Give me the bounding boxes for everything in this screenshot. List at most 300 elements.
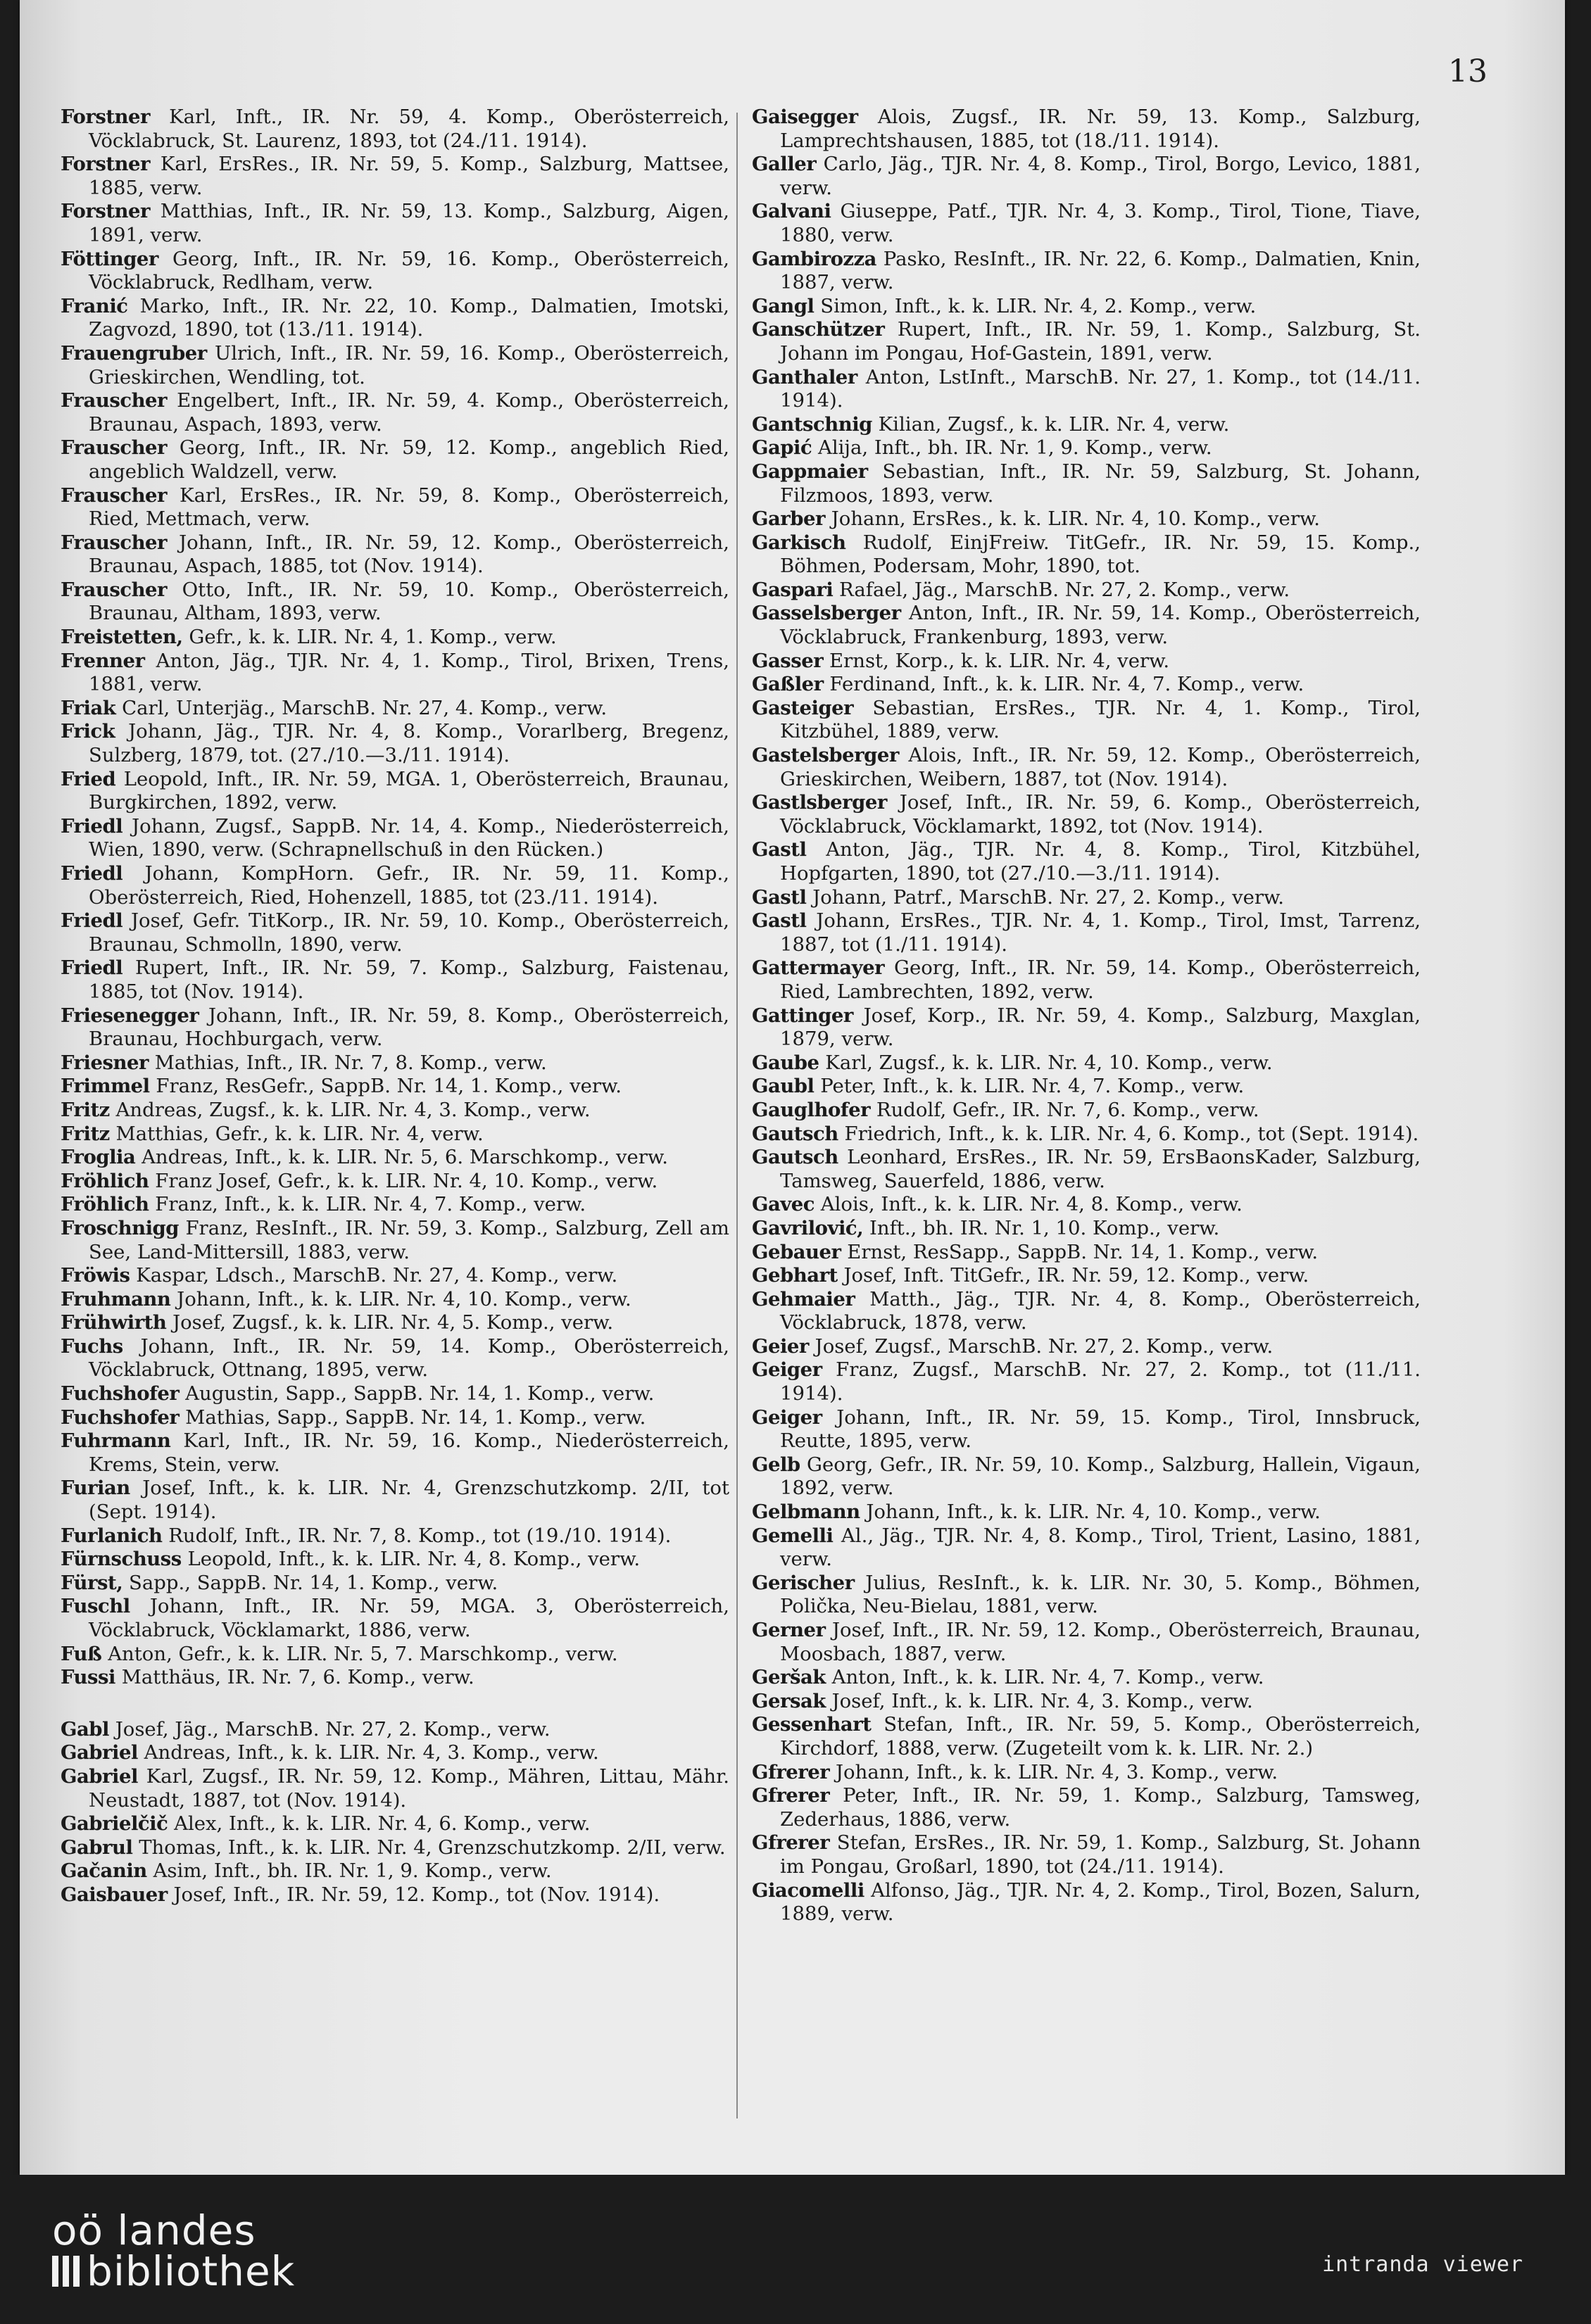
entry-details: Ferdinand, Inft., k. k. LIR. Nr. 4, 7. Komp., verw.: [829, 673, 1304, 696]
casualty-entry: [752, 1879, 1421, 1926]
entry-surname: Gasser: [752, 649, 824, 672]
casualty-entry: [61, 1099, 729, 1123]
casualty-entry: [61, 1718, 729, 1742]
entry-surname: Frauscher: [61, 436, 168, 460]
entry-surname: Frauscher: [61, 578, 168, 601]
entry-details: Matthias, Inft., IR. Nr. 59, 13. Komp., Salzburg, Aigen, 1891, verw.: [89, 200, 729, 246]
entry-details: Leopold, Inft., IR. Nr. 59, MGA. 1, Oberösterreich, Braunau, Burgkirchen, 1892, verw.: [89, 767, 729, 814]
entry-details: Alfonso, Jäg., TJR. Nr. 4, 2. Komp., Tirol, Bozen, Salurn, 1889, verw.: [780, 1878, 1421, 1926]
entry-details: Anton, Jäg., TJR. Nr. 4, 1. Komp., Tirol, Brixen, Trens, 1881, verw.: [89, 649, 729, 696]
entry-surname: Gambirozza: [752, 247, 876, 270]
casualty-entry: [752, 1264, 1421, 1288]
casualty-entry: [752, 602, 1421, 649]
entry-details: Johann, Inft., IR. Nr. 59, 12. Komp., Oberösterreich, Braunau, Aspach, 1885, tot (Nov. 1914).: [89, 531, 729, 578]
entry-surname: Galler: [752, 153, 817, 176]
entry-details: Alois, Zugsf., IR. Nr. 59, 13. Komp., Salzburg, Lamprechtshausen, 1885, tot (18./11. 1914).: [780, 106, 1421, 152]
casualty-entry: [61, 1548, 729, 1572]
entry-surname: Frimmel: [61, 1075, 150, 1098]
entry-surname: Gaspari: [752, 578, 834, 601]
entry-surname: Franić: [61, 294, 128, 317]
entry-details: Franz, Zugsf., MarschB. Nr. 27, 2. Komp., tot (11./11. 1914).: [780, 1358, 1421, 1406]
entry-surname: Fröwis: [61, 1264, 130, 1287]
entry-details: Karl, Zugsf., k. k. LIR. Nr. 4, 10. Komp., verw.: [825, 1051, 1273, 1074]
casualty-entry: [61, 531, 729, 579]
entry-surname: Gaubl: [752, 1075, 815, 1098]
casualty-entry: [61, 1170, 729, 1194]
casualty-entry: [752, 1619, 1421, 1666]
entry-details: Johann, ErsRes., k. k. LIR. Nr. 4, 10. Komp., verw.: [831, 507, 1320, 531]
entry-details: Johann, Inft., IR. Nr. 59, 15. Komp., Tirol, Innsbruck, Reutte, 1895, verw.: [780, 1406, 1421, 1453]
logo-line-1: oö landes: [52, 2206, 256, 2254]
entry-details: Johann, Inft., k. k. LIR. Nr. 4, 10. Komp., verw.: [866, 1501, 1321, 1524]
casualty-entry: [752, 1288, 1421, 1335]
casualty-entry: [752, 1335, 1421, 1359]
entry-details: Carlo, Jäg., TJR. Nr. 4, 8. Komp., Tirol, Borgo, Levico, 1881, verw.: [780, 153, 1421, 199]
entry-details: Josef, Inft., k. k. LIR. Nr. 4, Grenzschutzkomp. 2/II, tot (Sept. 1914).: [89, 1477, 729, 1524]
entry-surname: Gabrul: [61, 1836, 133, 1859]
entry-surname: Gfrerer: [752, 1831, 830, 1855]
casualty-entry: [61, 1335, 729, 1382]
casualty-entry: [752, 366, 1421, 413]
entry-surname: Gangl: [752, 294, 815, 317]
entry-surname: Friedl: [61, 909, 123, 933]
entry-details: Josef, Inft. TitGefr., IR. Nr. 59, 12. Komp., verw.: [843, 1264, 1309, 1287]
entry-surname: Gerner: [752, 1619, 826, 1641]
entry-surname: Gelb: [752, 1453, 800, 1476]
right-column: [752, 106, 1421, 1926]
entry-details: Andreas, Zugsf., k. k. LIR. Nr. 4, 3. Komp., verw.: [115, 1098, 591, 1121]
entry-surname: Furlanich: [61, 1524, 163, 1547]
entry-surname: Frauscher: [61, 531, 168, 554]
entry-surname: Frauscher: [61, 484, 168, 507]
casualty-entry: [61, 909, 729, 956]
entry-surname: Gfrerer: [752, 1784, 830, 1807]
entry-surname: Frauscher: [61, 389, 168, 412]
left-column: [61, 106, 729, 1907]
entry-details: Alija, Inft., bh. IR. Nr. 1, 9. Komp., verw.: [817, 436, 1212, 460]
casualty-entry: [752, 1713, 1421, 1760]
entry-details: Anton, LstInft., MarschB. Nr. 27, 1. Komp., tot (14./11. 1914).: [780, 365, 1421, 412]
entry-details: Marko, Inft., IR. Nr. 22, 10. Komp., Dalmatien, Imotski, Zagvozd, 1890, tot (13./11. 1914).: [89, 294, 729, 341]
casualty-entry: [752, 106, 1421, 153]
entry-details: Johann, Inft., k. k. LIR. Nr. 4, 3. Komp., verw.: [836, 1760, 1278, 1783]
casualty-entry: [61, 1311, 729, 1335]
entry-details: Inft., bh. IR. Nr. 1, 10. Komp., verw.: [869, 1216, 1220, 1239]
entry-details: Rupert, Inft., IR. Nr. 59, 7. Komp., Salzburg, Faistenau, 1885, tot (Nov. 1914).: [89, 956, 729, 1003]
entry-surname: Gabl: [61, 1717, 109, 1741]
casualty-entry: [752, 1193, 1421, 1217]
entry-surname: Forstner: [61, 200, 151, 223]
casualty-entry: [752, 1217, 1421, 1241]
entry-surname: Fritz: [61, 1098, 110, 1121]
entry-details: Leonhard, ErsRes., IR. Nr. 59, ErsBaonsKader, Salzburg, Tamsweg, Sauerfeld, 1886, verw.: [780, 1146, 1421, 1192]
casualty-entry: [61, 1146, 729, 1170]
entry-surname: Gastelsberger: [752, 744, 899, 767]
casualty-entry: [61, 1264, 729, 1288]
entry-details: Anton, Inft., IR. Nr. 59, 14. Komp., Oberösterreich, Vöcklabruck, Frankenburg, 1893, verw.: [780, 602, 1421, 649]
entry-surname: Giacomelli: [752, 1878, 864, 1902]
casualty-entry: [752, 1666, 1421, 1690]
entry-details: Josef, Korp., IR. Nr. 59, 4. Komp., Salzburg, Maxglan, 1879, verw.: [780, 1004, 1421, 1051]
entry-details: Franz Josef, Gefr., k. k. LIR. Nr. 4, 10. Komp., verw.: [155, 1169, 658, 1192]
entry-surname: Gasselsberger: [752, 602, 901, 625]
casualty-entry: [752, 1075, 1421, 1099]
entry-surname: Gautsch: [752, 1122, 838, 1145]
casualty-entry: [61, 1812, 729, 1836]
casualty-entry: [752, 200, 1421, 247]
entry-surname: Fried: [61, 767, 116, 790]
entry-details: Johann, KompHorn. Gefr., IR. Nr. 59, 11. Komp., Oberösterreich, Ried, Hohenzell, 1885, tot (23./11. 1914).: [89, 862, 729, 909]
casualty-entry: [61, 389, 729, 436]
entry-surname: Gapić: [752, 436, 812, 460]
entry-surname: Gačanin: [61, 1859, 147, 1883]
entry-details: Rudolf, Inft., IR. Nr. 7, 8. Komp., tot (19./10. 1914).: [168, 1524, 672, 1547]
casualty-entry: [61, 295, 729, 342]
entry-details: Rafael, Jäg., MarschB. Nr. 27, 2. Komp., verw.: [839, 578, 1290, 601]
entry-surname: Garkisch: [752, 531, 846, 554]
casualty-entry: [752, 507, 1421, 531]
entry-details: Johann, Patrf., MarschB. Nr. 27, 2. Komp., verw.: [812, 885, 1285, 909]
casualty-entry: [61, 1883, 729, 1907]
entry-details: Anton, Gefr., k. k. LIR. Nr. 5, 7. Marschkomp., verw.: [108, 1642, 618, 1665]
casualty-entry: [61, 579, 729, 626]
entry-details: Peter, Inft., k. k. LIR. Nr. 4, 7. Komp., verw.: [820, 1075, 1245, 1098]
casualty-entry: [752, 1004, 1421, 1052]
casualty-entry: [61, 720, 729, 767]
entry-surname: Geiger: [752, 1358, 822, 1382]
entry-details: Georg, Inft., IR. Nr. 59, 14. Komp., Oberösterreich, Ried, Lambrechten, 1892, verw.: [780, 956, 1421, 1003]
entry-details: Al., Jäg., TJR. Nr. 4, 8. Komp., Tirol, Trient, Lasino, 1881, verw.: [780, 1524, 1421, 1571]
casualty-entry: [752, 1761, 1421, 1785]
entry-details: Josef, Gefr. TitKorp., IR. Nr. 59, 10. Komp., Oberösterreich, Braunau, Schmolln, 1890, verw.: [89, 909, 729, 956]
entry-surname: Gabriel: [61, 1764, 138, 1788]
entry-surname: Gerischer: [752, 1571, 855, 1594]
entry-details: Augustin, Sapp., SappB. Nr. 14, 1. Komp., verw.: [185, 1382, 655, 1406]
entry-surname: Gessenhart: [752, 1713, 872, 1736]
casualty-entry: [752, 838, 1421, 885]
entry-surname: Gautsch: [752, 1146, 838, 1169]
casualty-entry: [752, 650, 1421, 674]
entry-details: Gefr., k. k. LIR. Nr. 4, 1. Komp., verw.: [189, 626, 557, 649]
entry-details: Mathias, Inft., IR. Nr. 7, 8. Komp., verw.: [154, 1051, 547, 1074]
entry-surname: Gattermayer: [752, 956, 885, 980]
entry-details: Josef, Inft., k. k. LIR. Nr. 4, 3. Komp., verw.: [831, 1689, 1253, 1712]
entry-surname: Gaßler: [752, 673, 824, 696]
entry-details: Andreas, Inft., k. k. LIR. Nr. 5, 6. Marschkomp., verw.: [142, 1146, 668, 1169]
casualty-entry: [752, 1241, 1421, 1265]
casualty-entry: [61, 1123, 729, 1147]
casualty-entry: [61, 1595, 729, 1642]
casualty-entry: [61, 1477, 729, 1524]
casualty-entry: [752, 153, 1421, 200]
entry-details: Andreas, Inft., k. k. LIR. Nr. 4, 3. Komp., verw.: [144, 1741, 599, 1764]
entry-surname: Gemelli: [752, 1524, 834, 1547]
entry-surname: Gaisegger: [752, 106, 858, 128]
entry-details: Karl, ErsRes., IR. Nr. 59, 8. Komp., Oberösterreich, Ried, Mettmach, verw.: [89, 484, 729, 531]
entry-surname: Ganthaler: [752, 365, 857, 389]
entry-surname: Fuhrmann: [61, 1429, 171, 1453]
entry-surname: Freistetten,: [61, 626, 183, 649]
casualty-entry: [61, 956, 729, 1004]
entry-details: Anton, Jäg., TJR. Nr. 4, 8. Komp., Tirol, Kitzbühel, Hopfgarten, 1890, tot (27./10.—3./11. 1914).: [780, 838, 1421, 885]
casualty-entry: [752, 1572, 1421, 1619]
entry-details: Ulrich, Inft., IR. Nr. 59, 16. Komp., Oberösterreich, Grieskirchen, Wendling, tot.: [89, 341, 729, 389]
entry-surname: Frauengruber: [61, 341, 207, 365]
casualty-entry: [61, 862, 729, 909]
entry-surname: Frenner: [61, 649, 145, 672]
casualty-entry: [752, 744, 1421, 791]
entry-details: Matthias, Gefr., k. k. LIR. Nr. 4, verw.: [115, 1122, 484, 1145]
entry-surname: Gastl: [752, 885, 807, 909]
casualty-entry: [61, 626, 729, 650]
casualty-entry: [61, 1524, 729, 1548]
entry-surname: Froschnigg: [61, 1216, 179, 1239]
logo-line-2: bibliothek: [87, 2247, 296, 2295]
entry-surname: Gastlsberger: [752, 791, 887, 814]
casualty-entry: [61, 484, 729, 531]
entry-surname: Friesenegger: [61, 1004, 199, 1027]
casualty-entry: [61, 1382, 729, 1406]
entry-surname: Gabriel: [61, 1741, 138, 1764]
entry-surname: Fuschl: [61, 1595, 130, 1618]
entry-surname: Galvani: [752, 200, 831, 223]
entry-details: Josef, Zugsf., k. k. LIR. Nr. 4, 5. Komp., verw.: [172, 1311, 614, 1334]
casualty-entry: [61, 200, 729, 247]
casualty-entry: [61, 1075, 729, 1099]
entry-surname: Frick: [61, 720, 115, 743]
entry-surname: Frühwirth: [61, 1311, 167, 1334]
entry-surname: Gaisbauer: [61, 1883, 168, 1906]
casualty-entry: [61, 650, 729, 697]
entry-details: Johann, Jäg., TJR. Nr. 4, 8. Komp., Vorarlberg, Bregenz, Sulzberg, 1879, tot. (27./10.—3./11. 1914).: [89, 720, 729, 767]
entry-details: Leopold, Inft., k. k. LIR. Nr. 4, 8. Komp., verw.: [187, 1548, 641, 1571]
entry-surname: Fröhlich: [61, 1169, 149, 1192]
casualty-entry: [752, 1146, 1421, 1193]
entry-surname: Gavrilović,: [752, 1216, 864, 1239]
entry-details: Julius, ResInft., k. k. LIR. Nr. 30, 5. Komp., Böhmen, Polička, Neu-Bielau, 1881, verw.: [780, 1571, 1421, 1618]
library-logo[interactable]: [52, 2206, 296, 2295]
entry-details: Karl, Zugsf., IR. Nr. 59, 12. Komp., Mähren, Littau, Mähr. Neustadt, 1887, tot (Nov. 1914).: [89, 1764, 729, 1812]
entry-details: Karl, Inft., IR. Nr. 59, 16. Komp., Niederösterreich, Krems, Stein, verw.: [89, 1429, 729, 1476]
entry-surname: Geier: [752, 1334, 809, 1358]
casualty-entry: [61, 815, 729, 862]
section-gap: [61, 1690, 729, 1718]
casualty-entry: [61, 436, 729, 484]
entry-surname: Gauglhofer: [752, 1098, 871, 1121]
entry-details: Asim, Inft., bh. IR. Nr. 1, 9. Komp., verw.: [153, 1859, 552, 1883]
entry-surname: Gappmaier: [752, 460, 868, 483]
entry-details: Georg, Gefr., IR. Nr. 59, 10. Komp., Salzburg, Hallein, Vigaun, 1892, verw.: [780, 1453, 1421, 1500]
entry-surname: Fuchs: [61, 1334, 123, 1358]
entry-surname: Gehmaier: [752, 1287, 855, 1311]
casualty-entry: [752, 531, 1421, 579]
entry-details: Franz, Inft., k. k. LIR. Nr. 4, 7. Komp., verw.: [155, 1193, 586, 1216]
casualty-entry: [752, 1099, 1421, 1123]
entry-surname: Garber: [752, 507, 826, 531]
entry-surname: Fürst,: [61, 1571, 123, 1594]
casualty-entry: [61, 248, 729, 295]
entry-details: Ernst, Korp., k. k. LIR. Nr. 4, verw.: [829, 649, 1170, 672]
casualty-entry: [752, 248, 1421, 295]
entry-surname: Fürnschuss: [61, 1548, 182, 1571]
entry-surname: Gabrielčič: [61, 1812, 168, 1836]
entry-surname: Gattinger: [752, 1004, 853, 1027]
casualty-entry: [61, 1406, 729, 1430]
casualty-entry: [61, 1193, 729, 1217]
entry-surname: Fröhlich: [61, 1193, 149, 1216]
entry-details: Anton, Inft., k. k. LIR. Nr. 4, 7. Komp., verw.: [831, 1666, 1264, 1689]
entry-details: Otto, Inft., IR. Nr. 59, 10. Komp., Oberösterreich, Braunau, Altham, 1893, verw.: [89, 578, 729, 625]
entry-details: Franz, ResGefr., SappB. Nr. 14, 1. Komp., verw.: [156, 1075, 622, 1098]
casualty-entry: [61, 1052, 729, 1075]
casualty-entry: [752, 1784, 1421, 1831]
entry-details: Karl, ErsRes., IR. Nr. 59, 5. Komp., Salzburg, Mattsee, 1885, verw.: [89, 153, 729, 199]
entry-details: Matth., Jäg., TJR. Nr. 4, 8. Komp., Oberösterreich, Vöcklabruck, 1878, verw.: [780, 1287, 1421, 1334]
entry-details: Karl, Inft., IR. Nr. 59, 4. Komp., Oberösterreich, Vöcklabruck, St. Laurenz, 1893, tot (24./11. 1914).: [89, 106, 729, 152]
entry-surname: Froglia: [61, 1146, 136, 1169]
entry-details: Josef, Zugsf., MarschB. Nr. 27, 2. Komp., verw.: [815, 1334, 1274, 1358]
scanned-page: [20, 0, 1565, 2175]
entry-surname: Föttinger: [61, 247, 158, 270]
entry-details: Thomas, Inft., k. k. LIR. Nr. 4, Grenzschutzkomp. 2/II, verw.: [139, 1836, 726, 1859]
column-divider: [736, 113, 738, 2118]
casualty-entry: [752, 1453, 1421, 1501]
casualty-entry: [61, 1429, 729, 1477]
entry-surname: Fruhmann: [61, 1287, 171, 1311]
entry-details: Giuseppe, Patf., TJR. Nr. 4, 3. Komp., Tirol, Tione, Tiave, 1880, verw.: [780, 200, 1421, 246]
casualty-entry: [752, 318, 1421, 365]
entry-surname: Gantschnig: [752, 412, 872, 436]
entry-details: Stefan, ErsRes., IR. Nr. 59, 1. Komp., Salzburg, St. Johann im Pongau, Großarl, 1890, tot (24./11. 1914).: [780, 1831, 1421, 1878]
entry-details: Matthäus, IR. Nr. 7, 6. Komp., verw.: [121, 1666, 474, 1689]
casualty-entry: [61, 1004, 729, 1052]
entry-surname: Gavec: [752, 1193, 815, 1216]
entry-surname: Gebauer: [752, 1240, 841, 1263]
casualty-entry: [752, 1406, 1421, 1453]
entry-surname: Ganschützer: [752, 318, 885, 341]
entry-details: Georg, Inft., IR. Nr. 59, 16. Komp., Oberösterreich, Vöcklabruck, Redlham, verw.: [89, 247, 729, 294]
entry-details: Georg, Inft., IR. Nr. 59, 12. Komp., angeblich Ried, angeblich Waldzell, verw.: [89, 436, 729, 483]
page-number: 13: [1448, 53, 1488, 89]
entry-details: Rudolf, EinjFreiw. TitGefr., IR. Nr. 59, 15. Komp., Böhmen, Podersam, Mohr, 1890, tot.: [780, 531, 1421, 578]
entry-details: Johann, Inft., IR. Nr. 59, 8. Komp., Oberösterreich, Braunau, Hochburgach, verw.: [89, 1004, 729, 1051]
casualty-entry: [752, 673, 1421, 697]
casualty-entry: [61, 1288, 729, 1312]
entry-details: Johann, Inft., IR. Nr. 59, MGA. 3, Oberösterreich, Vöcklabruck, Vöcklamarkt, 1886, verw.: [89, 1595, 729, 1641]
casualty-entry: [752, 791, 1421, 838]
casualty-entry: [61, 697, 729, 721]
entry-details: Josef, Inft., IR. Nr. 59, 12. Komp., Oberösterreich, Braunau, Moosbach, 1887, verw.: [780, 1619, 1421, 1665]
entry-surname: Gfrerer: [752, 1760, 830, 1783]
casualty-entry: [61, 1836, 729, 1860]
casualty-entry: [752, 1123, 1421, 1147]
entry-surname: Gaube: [752, 1051, 819, 1074]
entry-details: Rudolf, Gefr., IR. Nr. 7, 6. Komp., verw.: [876, 1098, 1259, 1121]
entry-surname: Gastl: [752, 909, 807, 933]
entry-surname: Friedl: [61, 956, 123, 980]
entry-surname: Gelbmann: [752, 1501, 860, 1524]
entry-details: Johann, Zugsf., SappB. Nr. 14, 4. Komp., Niederösterreich, Wien, 1890, verw. (Schrapnellschuß in den Rücken.): [89, 814, 729, 861]
casualty-entry: [61, 1666, 729, 1690]
entry-details: Stefan, Inft., IR. Nr. 59, 5. Komp., Oberösterreich, Kirchdorf, 1888, verw. (Zugeteilt vom k. k. LIR. Nr. 2.): [780, 1713, 1421, 1760]
entry-surname: Friak: [61, 696, 116, 719]
casualty-entry: [752, 1501, 1421, 1524]
entry-details: Rupert, Inft., IR. Nr. 59, 1. Komp., Salzburg, St. Johann im Pongau, Hof-Gastein, 1891, verw.: [780, 318, 1421, 365]
casualty-entry: [752, 1690, 1421, 1714]
entry-surname: Forstner: [61, 153, 151, 176]
entry-details: Sapp., SappB. Nr. 14, 1. Komp., verw.: [129, 1571, 498, 1594]
casualty-entry: [752, 413, 1421, 437]
entry-details: Johann, Inft., k. k. LIR. Nr. 4, 10. Komp., verw.: [177, 1287, 631, 1311]
casualty-entry: [61, 1859, 729, 1883]
entry-surname: Gasteiger: [752, 696, 854, 719]
entry-details: Alois, Inft., k. k. LIR. Nr. 4, 8. Komp., verw.: [820, 1193, 1243, 1216]
entry-details: Simon, Inft., k. k. LIR. Nr. 4, 2. Komp., verw.: [820, 294, 1257, 317]
entry-details: Kaspar, Ldsch., MarschB. Nr. 27, 4. Komp., verw.: [136, 1264, 618, 1287]
casualty-entry: [752, 1524, 1421, 1572]
casualty-entry: [752, 886, 1421, 910]
entry-surname: Fuchshofer: [61, 1406, 180, 1429]
casualty-entry: [752, 579, 1421, 602]
entry-details: Mathias, Sapp., SappB. Nr. 14, 1. Komp., verw.: [185, 1406, 646, 1429]
entry-surname: Fritz: [61, 1122, 110, 1145]
entry-details: Friedrich, Inft., k. k. LIR. Nr. 4, 6. Komp., tot (Sept. 1914).: [844, 1122, 1419, 1145]
entry-details: Engelbert, Inft., IR. Nr. 59, 4. Komp., Oberösterreich, Braunau, Aspach, 1893, verw.: [89, 389, 729, 436]
entry-surname: Fuchshofer: [61, 1382, 180, 1406]
casualty-entry: [61, 153, 729, 200]
entry-details: Johann, Inft., IR. Nr. 59, 14. Komp., Oberösterreich, Vöcklabruck, Ottnang, 1895, verw.: [89, 1334, 729, 1382]
entry-surname: Friedl: [61, 862, 123, 885]
viewer-brand-label[interactable]: intranda viewer: [1322, 2252, 1523, 2277]
entry-details: Carl, Unterjäg., MarschB. Nr. 27, 4. Komp., verw.: [122, 696, 608, 719]
entry-details: Josef, Jäg., MarschB. Nr. 27, 2. Komp., verw.: [115, 1717, 551, 1741]
casualty-entry: [61, 106, 729, 153]
casualty-entry: [61, 1765, 729, 1812]
casualty-entry: [752, 1052, 1421, 1075]
casualty-entry: [752, 1831, 1421, 1878]
entry-surname: Geršak: [752, 1666, 826, 1689]
casualty-entry: [752, 460, 1421, 507]
casualty-entry: [752, 697, 1421, 744]
casualty-entry: [752, 295, 1421, 319]
casualty-entry: [61, 342, 729, 389]
casualty-entry: [752, 436, 1421, 460]
entry-details: Pasko, ResInft., IR. Nr. 22, 6. Komp., Dalmatien, Knin, 1887, verw.: [780, 247, 1421, 294]
casualty-entry: [752, 909, 1421, 956]
casualty-entry: [61, 1217, 729, 1264]
logo-bars-icon: [52, 2256, 80, 2287]
entry-surname: Forstner: [61, 106, 151, 128]
entry-surname: Furian: [61, 1477, 130, 1500]
entry-details: Sebastian, ErsRes., TJR. Nr. 4, 1. Komp., Tirol, Kitzbühel, 1889, verw.: [780, 696, 1421, 743]
entry-surname: Fuß: [61, 1642, 102, 1665]
entry-details: Alois, Inft., IR. Nr. 59, 12. Komp., Oberösterreich, Grieskirchen, Weibern, 1887, tot (Nov. 1914).: [780, 744, 1421, 790]
casualty-entry: [61, 1572, 729, 1596]
entry-details: Josef, Inft., IR. Nr. 59, 6. Komp., Oberösterreich, Vöcklabruck, Vöcklamarkt, 1892, tot (Nov. 1914).: [780, 791, 1421, 838]
entry-surname: Fussi: [61, 1666, 115, 1689]
casualty-entry: [61, 768, 729, 815]
entry-surname: Gebhart: [752, 1264, 838, 1287]
entry-details: Franz, ResInft., IR. Nr. 59, 3. Komp., Salzburg, Zell am See, Land-Mittersill, 1883, verw.: [89, 1216, 730, 1263]
entry-details: Ernst, ResSapp., SappB. Nr. 14, 1. Komp., verw.: [847, 1240, 1319, 1263]
entry-surname: Geiger: [752, 1406, 822, 1429]
entry-surname: Gersak: [752, 1689, 826, 1712]
entry-surname: Gastl: [752, 838, 807, 861]
entry-details: Peter, Inft., IR. Nr. 59, 1. Komp., Salzburg, Tamsweg, Zederhaus, 1886, verw.: [780, 1784, 1421, 1831]
casualty-entry: [752, 1358, 1421, 1406]
entry-details: Josef, Inft., IR. Nr. 59, 12. Komp., tot (Nov. 1914).: [173, 1883, 660, 1906]
entry-details: Sebastian, Inft., IR. Nr. 59, Salzburg, St. Johann, Filzmoos, 1893, verw.: [780, 460, 1421, 507]
